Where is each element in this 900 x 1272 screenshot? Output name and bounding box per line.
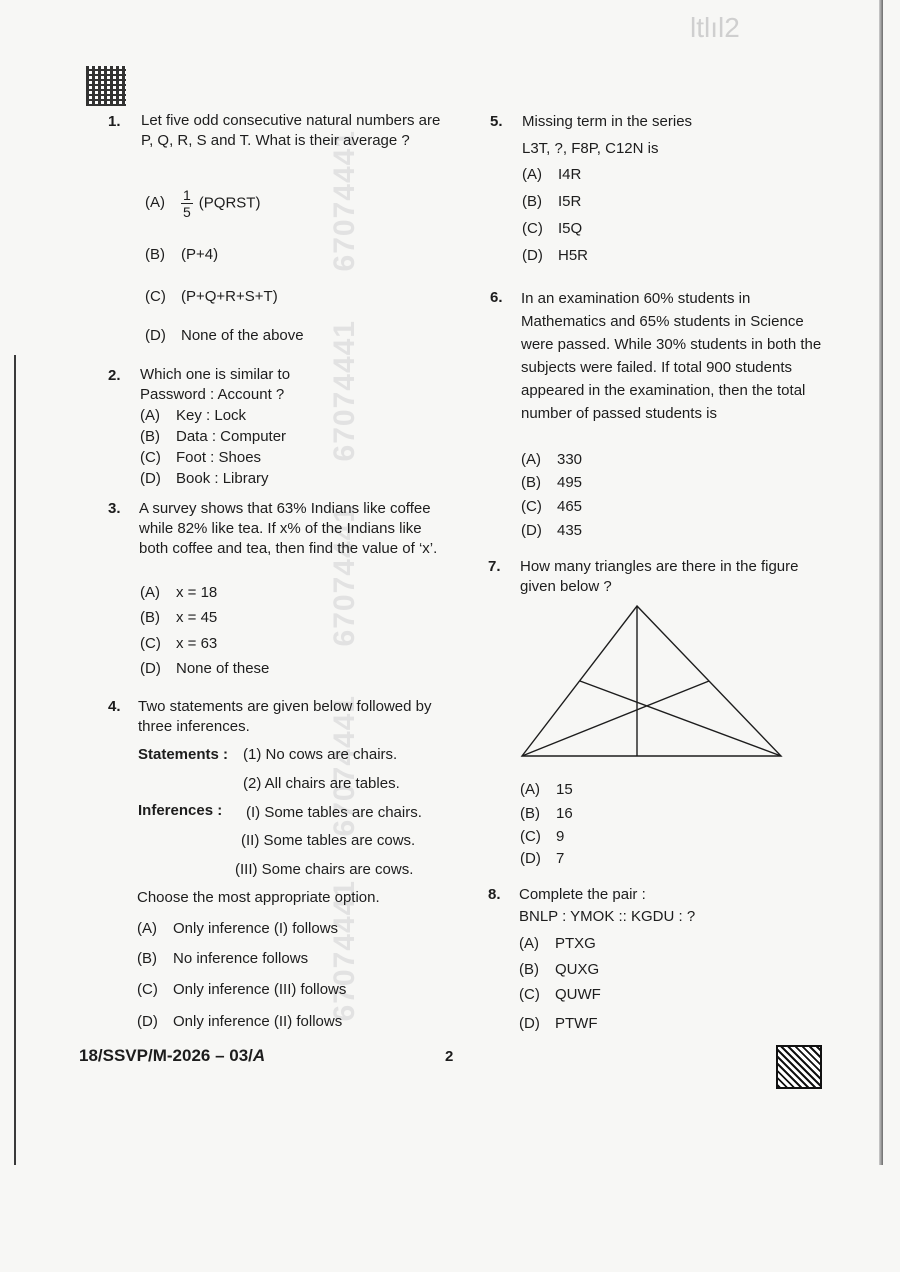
option-text: Only inference (III) follows <box>173 981 347 998</box>
option-c <box>145 287 278 307</box>
option-d <box>140 659 269 679</box>
option-label: (B) <box>521 474 541 491</box>
option-a <box>140 583 217 603</box>
option-c <box>522 219 582 239</box>
option-b <box>522 192 581 212</box>
option-text: x = 45 <box>176 609 218 626</box>
option-a <box>519 934 596 954</box>
watermark: 67074441 <box>328 130 361 272</box>
option-b <box>140 608 217 628</box>
question-number: 5. <box>490 113 503 130</box>
booklet-series: A <box>252 1046 266 1065</box>
page-edge <box>14 355 16 1165</box>
option-label: (D) <box>145 327 166 344</box>
option-label: (C) <box>137 981 158 998</box>
option-text: 7 <box>556 850 565 867</box>
option-b <box>520 804 573 824</box>
fraction-numerator: 1 <box>183 187 191 203</box>
option-text: 495 <box>557 474 583 491</box>
qr-code-icon <box>776 1045 822 1089</box>
option-a <box>521 450 582 470</box>
question-number: 4. <box>108 698 121 715</box>
option-label: (A) <box>140 407 160 424</box>
option-label: (A) <box>521 451 541 468</box>
option-label: (A) <box>522 166 542 183</box>
statements-label: Statements : <box>138 746 229 763</box>
option-label: (C) <box>140 449 161 466</box>
option-d <box>522 246 588 266</box>
option-label: (B) <box>519 961 539 978</box>
option-text: 465 <box>557 498 583 515</box>
watermark: 67074441 <box>328 880 361 1022</box>
question-number: 2. <box>108 367 121 384</box>
page-edge <box>879 0 883 1165</box>
option-text: 9 <box>556 828 565 845</box>
inference: (III) Some chairs are cows. <box>235 861 414 878</box>
question-prompt: Choose the most appropriate option. <box>137 889 380 906</box>
outer-triangle <box>522 606 781 756</box>
option-text: Key : Lock <box>176 407 247 424</box>
pair-text: BNLP : YMOK :: KGDU : ? <box>519 908 696 925</box>
option-text: 435 <box>557 522 583 539</box>
booklet-code-prefix: 18/SSVP/M-2026 – 03/ <box>79 1046 253 1065</box>
option-label: (B) <box>137 950 157 967</box>
option-a <box>522 165 581 185</box>
page-number: 2 <box>445 1048 454 1065</box>
option-text: 330 <box>557 451 583 468</box>
option-text: (PQRST) <box>198 194 261 212</box>
option-text: I5Q <box>558 220 583 237</box>
option-text: 16 <box>556 805 573 822</box>
option-text: H5R <box>558 247 589 264</box>
option-text: QUXG <box>555 961 600 978</box>
option-text: PTXG <box>555 935 596 952</box>
question-text: Let five odd consecutive natural numbers are P, Q, R, S and T. What is their average ? <box>141 112 441 149</box>
option-text: Only inference (I) follows <box>173 920 339 937</box>
question-number: 7. <box>488 558 501 575</box>
option-label: (B) <box>522 193 542 210</box>
option-a <box>140 406 246 426</box>
question-text: Complete the pair : <box>519 886 646 903</box>
question-number: 3. <box>108 500 121 517</box>
option-text: PTWF <box>555 1015 598 1032</box>
option-label: (D) <box>140 470 161 487</box>
option-label: (C) <box>520 828 541 845</box>
inference: (II) Some tables are cows. <box>241 832 416 849</box>
option-label: (A) <box>520 781 540 798</box>
question-number: 1. <box>108 113 121 130</box>
option-a <box>137 919 338 939</box>
option-b <box>521 473 582 493</box>
watermark: 67074441 <box>328 695 361 837</box>
option-a <box>145 187 260 220</box>
fraction <box>181 187 193 220</box>
option-text: None of these <box>176 660 270 677</box>
option-text: No inference follows <box>173 950 309 967</box>
question-number: 8. <box>488 886 501 903</box>
option-c <box>519 985 601 1005</box>
option-b <box>137 949 308 969</box>
option-label: (A) <box>137 920 157 937</box>
question-text: Two statements are given below followed by three inferences. <box>138 698 432 735</box>
option-text: Only inference (II) follows <box>173 1013 343 1030</box>
option-text: QUWF <box>555 986 601 1003</box>
option-b <box>145 245 218 265</box>
option-c <box>520 827 564 847</box>
faint-header-mark: ltlıl2 <box>690 12 740 43</box>
option-text: (P+Q+R+S+T) <box>181 288 278 305</box>
fraction-denominator: 5 <box>183 204 191 220</box>
option-label: (A) <box>519 935 539 952</box>
option-text: Data : Computer <box>176 428 287 445</box>
option-d <box>145 326 304 346</box>
option-c <box>140 448 261 468</box>
option-text: 15 <box>556 781 573 798</box>
option-text: None of the above <box>181 327 304 344</box>
option-d <box>520 849 564 869</box>
option-label: (A) <box>140 584 160 601</box>
option-label: (C) <box>140 635 161 652</box>
inference: (I) Some tables are chairs. <box>246 804 422 821</box>
option-text: x = 18 <box>176 584 218 601</box>
inferences-label: Inferences : <box>138 802 223 819</box>
option-b <box>519 960 599 980</box>
option-label: (D) <box>137 1013 158 1030</box>
option-label: (D) <box>519 1015 540 1032</box>
option-label: (C) <box>519 986 540 1003</box>
option-c <box>137 980 346 1000</box>
option-label: (D) <box>140 660 161 677</box>
question-text: A survey shows that 63% Indians like coffee while 82% like tea. If x% of the Indians like both coffee and tea, then find the value of ‘x’. <box>139 500 438 557</box>
question-text: Missing term in the series <box>522 113 693 130</box>
option-label: (D) <box>522 247 543 264</box>
triangle-figure <box>515 600 790 765</box>
option-label: (C) <box>145 288 166 305</box>
option-text: x = 63 <box>176 635 218 652</box>
watermark: 67074441 <box>328 505 361 647</box>
series-text: L3T, ?, F8P, C12N is <box>522 140 659 157</box>
watermark: 67074441 <box>328 320 361 462</box>
option-a <box>520 780 573 800</box>
qr-code-icon <box>86 66 126 106</box>
option-text: I5R <box>558 193 582 210</box>
option-c <box>521 497 582 517</box>
option-label: (D) <box>520 850 541 867</box>
option-label: (B) <box>140 609 160 626</box>
option-text: Foot : Shoes <box>176 449 262 466</box>
option-label: (C) <box>521 498 542 515</box>
option-d <box>521 521 582 541</box>
option-d <box>140 469 269 489</box>
statement: (1) No cows are chairs. <box>243 746 398 763</box>
option-c <box>140 634 217 654</box>
option-d <box>519 1014 598 1034</box>
option-label: (B) <box>520 805 540 822</box>
option-text: I4R <box>558 166 582 183</box>
option-text: Book : Library <box>176 470 269 487</box>
option-label: (A) <box>145 194 165 212</box>
option-b <box>140 427 286 447</box>
option-label: (D) <box>521 522 542 539</box>
option-label: (B) <box>145 246 165 263</box>
statement: (2) All chairs are tables. <box>243 775 400 792</box>
option-label: (B) <box>140 428 160 445</box>
question-text: Which one is similar to Password : Account ? <box>140 366 291 403</box>
question-number: 6. <box>490 289 503 306</box>
option-text: (P+4) <box>181 246 219 263</box>
question-text: How many triangles are there in the figure given below ? <box>520 558 799 595</box>
booklet-code <box>79 1046 265 1066</box>
question-text: In an examination 60% students in Mathematics and 65% students in Science were passed. While 30% students in both the subjects were failed. If total 900 students appeared in the examination, then the total number of passed students is <box>521 290 822 422</box>
option-d <box>137 1012 342 1032</box>
option-label: (C) <box>522 220 543 237</box>
